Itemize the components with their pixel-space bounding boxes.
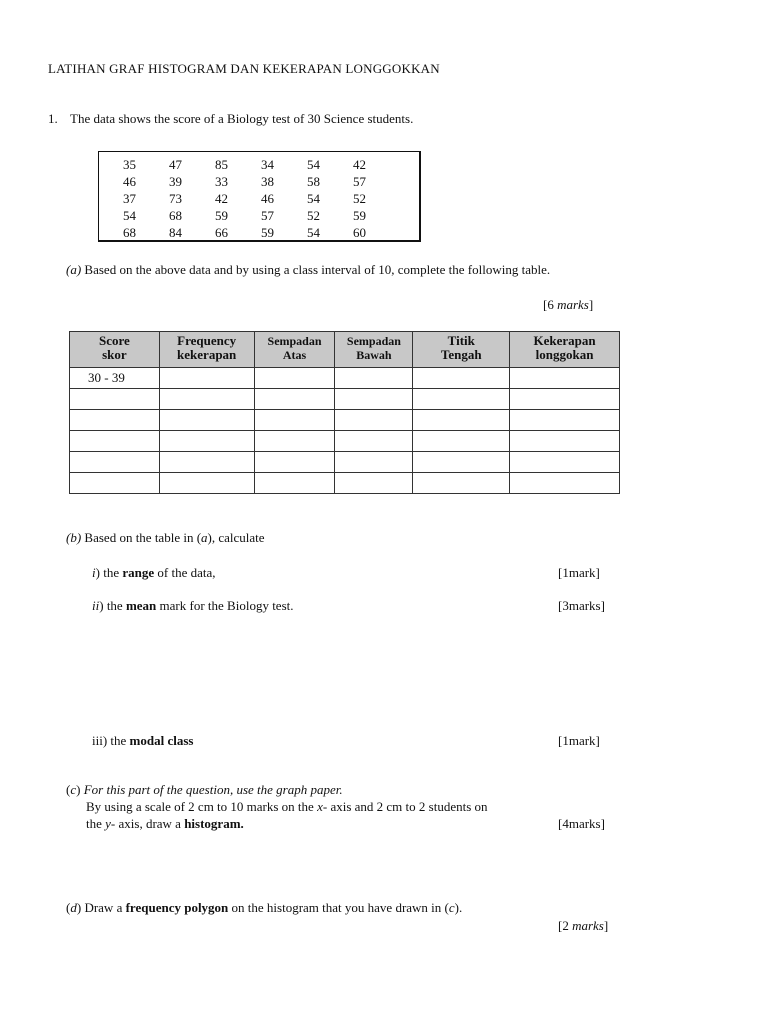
table-cell[interactable] <box>413 368 510 389</box>
data-row <box>123 190 399 207</box>
data-value: 85 <box>215 156 228 172</box>
part-c-line3-pre: the <box>86 816 106 831</box>
table-cell[interactable] <box>70 473 160 494</box>
part-c-label-letter: c <box>70 782 77 797</box>
data-value: 46 <box>123 173 136 189</box>
part-d-label-letter: d <box>70 900 77 915</box>
part-b-iii <box>92 733 193 749</box>
table-cell[interactable] <box>159 389 254 410</box>
part-b-i <box>92 565 216 581</box>
table-cell[interactable] <box>510 431 620 452</box>
part-d-post-close: ). <box>454 900 463 915</box>
header-line: Kekerapan <box>533 333 596 348</box>
data-value: 38 <box>261 173 274 189</box>
part-b-ii <box>92 598 294 614</box>
table-cell[interactable] <box>70 410 160 431</box>
part-d-marks <box>558 918 608 934</box>
table-cell[interactable] <box>335 368 413 389</box>
question-number: 1. <box>48 111 58 126</box>
part-c-line-3 <box>86 816 244 832</box>
table-cell[interactable] <box>254 410 335 431</box>
table-cell[interactable] <box>413 431 510 452</box>
header-line: Sempadan <box>267 334 322 348</box>
part-c-line3-mid: - axis, draw a <box>110 816 185 831</box>
table-row <box>70 452 620 473</box>
table-cell[interactable] <box>254 473 335 494</box>
table-cell[interactable] <box>510 410 620 431</box>
data-value: 42 <box>353 156 366 172</box>
data-value: 66 <box>215 224 228 240</box>
table-cell[interactable] <box>70 452 160 473</box>
part-c-label-close: ) <box>76 782 81 797</box>
part-c-line-1 <box>66 782 343 798</box>
part-b-ii-marks: [3marks] <box>558 598 605 613</box>
part-a-label: (a) <box>66 262 82 277</box>
part-a-marks <box>543 297 593 313</box>
data-value: 37 <box>123 190 136 206</box>
table-cell[interactable] <box>510 368 620 389</box>
part-c-y: y <box>105 816 111 831</box>
part-b-ii-bold: mean <box>125 598 157 613</box>
data-value: 34 <box>261 156 274 172</box>
data-value: 54 <box>307 224 320 240</box>
table-header-cell <box>335 332 413 368</box>
data-value: 57 <box>353 173 366 189</box>
part-d-post-italic: c <box>448 900 455 915</box>
data-value: 54 <box>123 207 136 223</box>
data-value: 39 <box>169 173 182 189</box>
table-header-cell <box>510 332 620 368</box>
part-d-post-pre: on the histogram that you have drawn in ( <box>228 900 449 915</box>
table-cell[interactable] <box>335 410 413 431</box>
header-line: Tengah <box>440 347 482 362</box>
data-value: 35 <box>123 156 136 172</box>
table-cell[interactable] <box>335 389 413 410</box>
data-value: 58 <box>307 173 320 189</box>
question-intro: The data shows the score of a Biology test of 30 Science students. <box>70 111 414 126</box>
part-b-text-pre: Based on the table in ( <box>84 530 202 545</box>
part-d-label-open: ( <box>66 900 71 915</box>
part-b-iii-marks: [1mark] <box>558 733 600 748</box>
table-row <box>70 368 620 389</box>
part-a-text: Based on the above data and by using a class interval of 10, complete the following table. <box>84 262 551 277</box>
table-cell[interactable] <box>159 452 254 473</box>
part-c-marks: [4marks] <box>558 816 605 831</box>
raw-data-box <box>98 151 421 242</box>
table-cell[interactable] <box>413 473 510 494</box>
table-cell[interactable] <box>335 431 413 452</box>
part-b-question <box>66 530 265 546</box>
raw-data-grid <box>123 156 399 241</box>
data-value: 47 <box>169 156 182 172</box>
table-header-cell <box>70 332 160 368</box>
data-value: 54 <box>307 156 320 172</box>
data-value: 46 <box>261 190 274 206</box>
data-value: 59 <box>215 207 228 223</box>
header-line: kekerapan <box>177 347 237 362</box>
table-cell[interactable] <box>413 389 510 410</box>
header-line: Score <box>98 333 130 348</box>
table-header-cell <box>413 332 510 368</box>
table-cell[interactable] <box>70 431 160 452</box>
part-b-i-marks: [1mark] <box>558 565 600 580</box>
part-c-line2-pre: By using a scale of 2 cm to 10 marks on the <box>86 799 318 814</box>
part-c-line-2 <box>86 799 488 815</box>
part-b-iii-num: iii) the <box>92 733 130 748</box>
data-row <box>123 224 399 241</box>
part-b-ii-post: mark for the Biology test. <box>156 598 294 613</box>
table-cell[interactable] <box>159 368 254 389</box>
part-b-ii-num: ii <box>92 598 100 613</box>
data-value: 52 <box>353 190 366 206</box>
data-row <box>123 207 399 224</box>
table-row <box>70 389 620 410</box>
data-value: 59 <box>261 224 274 240</box>
data-value: 68 <box>169 207 182 223</box>
header-line: Bawah <box>356 348 392 362</box>
part-c-instruction: For this part of the question, use the graph paper. <box>83 782 343 797</box>
table-row <box>70 473 620 494</box>
data-value: 57 <box>261 207 274 223</box>
part-b-iii-bold: modal class <box>129 733 194 748</box>
data-value: 59 <box>353 207 366 223</box>
marks-word: marks <box>557 297 589 312</box>
part-b-label: (b) <box>66 530 82 545</box>
header-line: Sempadan <box>346 334 401 348</box>
header-line: Titik <box>447 333 475 348</box>
table-cell[interactable] <box>159 473 254 494</box>
table-cell[interactable] <box>254 389 335 410</box>
header-line: Atas <box>282 348 307 362</box>
data-row <box>123 156 399 173</box>
part-c-histogram: histogram. <box>184 816 244 831</box>
table-cell[interactable] <box>254 452 335 473</box>
part-d-label-close: ) <box>76 900 82 915</box>
table-cell[interactable] <box>510 452 620 473</box>
data-value: 54 <box>307 190 320 206</box>
part-c-line2-post: - axis and 2 cm to 2 students on <box>322 799 488 814</box>
table-row <box>70 431 620 452</box>
marks-open: [2 <box>558 918 573 933</box>
table-header-cell <box>159 332 254 368</box>
table-row <box>70 410 620 431</box>
part-d-pre: Draw a <box>81 900 126 915</box>
data-value: 73 <box>169 190 182 206</box>
header-line: skor <box>102 347 127 362</box>
data-value: 84 <box>169 224 182 240</box>
part-c-x: x <box>317 799 323 814</box>
part-b-ii-pre: ) the <box>99 598 126 613</box>
table-header-row <box>70 332 620 368</box>
table-cell[interactable] <box>159 410 254 431</box>
data-value: 33 <box>215 173 228 189</box>
frequency-table <box>69 331 620 494</box>
table-header-cell <box>254 332 335 368</box>
part-a-question <box>66 262 550 278</box>
part-b-i-num: i <box>92 565 96 580</box>
data-row <box>123 173 399 190</box>
table-cell[interactable] <box>335 452 413 473</box>
data-value: 68 <box>123 224 136 240</box>
part-c-label-open: ( <box>66 782 71 797</box>
marks-word: marks <box>572 918 604 933</box>
part-d-bold: frequency polygon <box>125 900 229 915</box>
data-value: 42 <box>215 190 228 206</box>
table-cell[interactable] <box>510 389 620 410</box>
header-line: Frequency <box>177 333 237 348</box>
marks-open: [6 <box>543 297 558 312</box>
marks-close: ] <box>588 297 594 312</box>
part-b-text-post: ), calculate <box>207 530 265 545</box>
table-cell[interactable] <box>413 410 510 431</box>
data-value: 60 <box>353 224 366 240</box>
part-d-question <box>66 900 462 916</box>
table-cell[interactable] <box>413 452 510 473</box>
part-b-i-bold: range <box>122 565 155 580</box>
table-cell[interactable] <box>159 431 254 452</box>
data-value: 52 <box>307 207 320 223</box>
marks-close: ] <box>603 918 609 933</box>
table-cell[interactable] <box>510 473 620 494</box>
class-interval-cell: 30 - 39 <box>70 368 160 389</box>
header-line: longgokan <box>535 347 594 362</box>
document-title: LATIHAN GRAF HISTOGRAM DAN KEKERAPAN LONGGOKKAN <box>48 61 440 76</box>
part-b-text-italic: a <box>201 530 208 545</box>
part-b-i-post: of the data, <box>154 565 216 580</box>
part-b-i-pre: ) the <box>95 565 123 580</box>
table-cell[interactable] <box>70 389 160 410</box>
table-cell[interactable] <box>254 368 335 389</box>
table-cell[interactable] <box>254 431 335 452</box>
table-cell[interactable] <box>335 473 413 494</box>
